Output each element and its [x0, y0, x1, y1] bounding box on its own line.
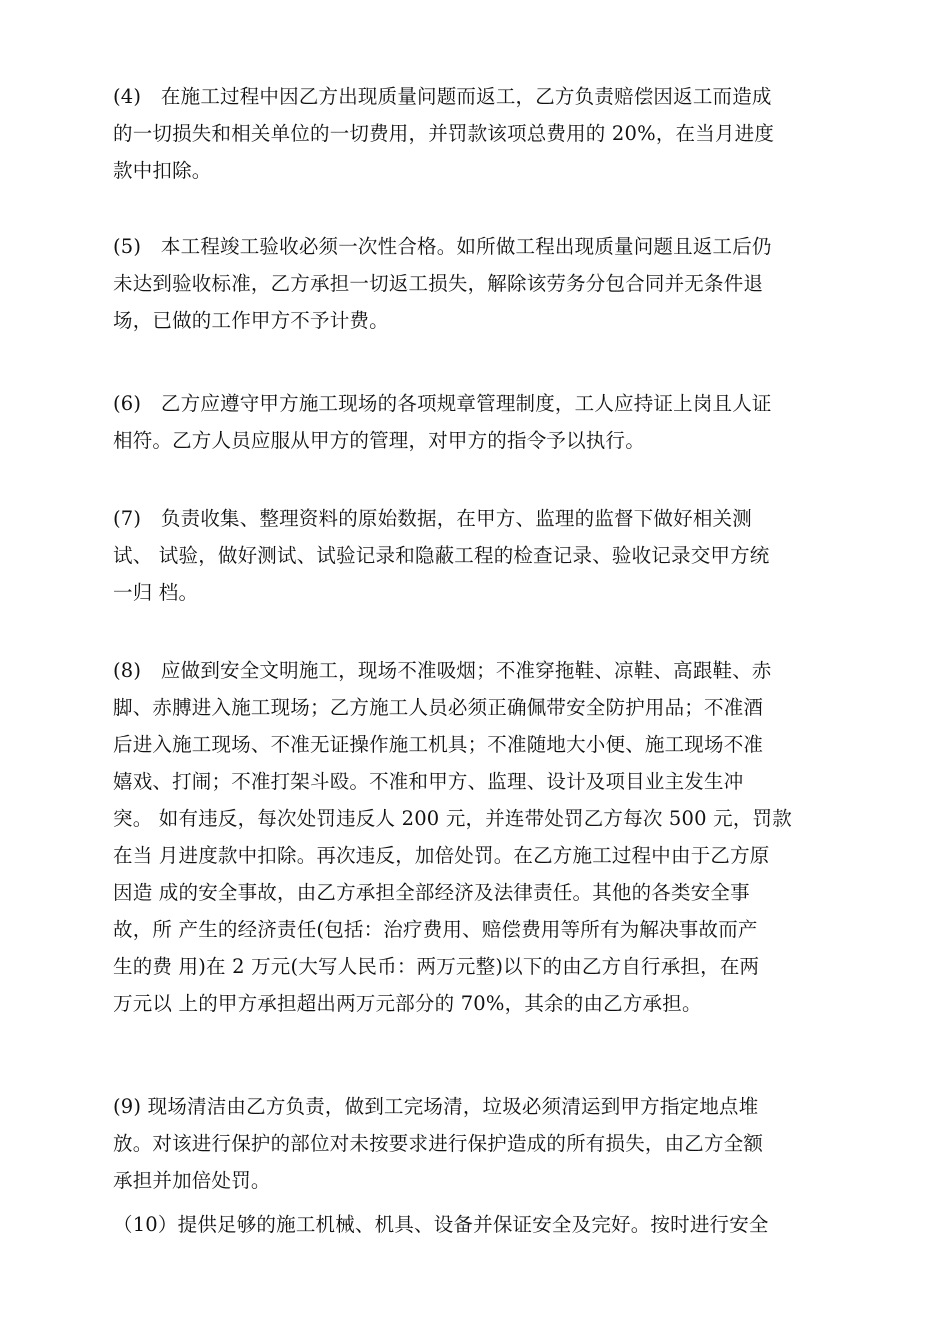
clause-8-line-8: 故，所 产生的经济责任(包括：治疗费用、赔偿费用等所有为解决事故而产	[113, 918, 758, 941]
clause-4-line-2: 的一切损失和相关单位的一切费用，并罚款该项总费用的 20%，在当月进度	[113, 122, 775, 145]
clause-5	[113, 228, 873, 339]
clause-7-line-2: 试、 试验，做好测试、试验记录和隐蔽工程的检查记录、验收记录交甲方统	[113, 544, 770, 567]
clause-8-line-10: 万元以 上的甲方承担超出两万元部分的 70%，其余的由乙方承担。	[113, 992, 702, 1015]
clause-8-line-4: 嬉戏、打闹；不准打架斗殴。不准和甲方、监理、设计及项目业主发生冲	[113, 770, 744, 793]
clause-8-line-6: 在当 月进度款中扣除。再次违反，加倍处罚。在乙方施工过程中由于乙方原	[113, 844, 770, 867]
clause-8	[113, 652, 873, 1022]
clause-4-line-1: (4) 在施工过程中因乙方出现质量问题而返工，乙方负责赔偿因返工而造成	[113, 85, 772, 108]
clause-5-line-2: 未达到验收标准，乙方承担一切返工损失，解除该劳务分包合同并无条件退	[113, 272, 764, 295]
clause-6	[113, 385, 873, 459]
clause-9-line-2: 放。对该进行保护的部位对未按要求进行保护造成的所有损失，由乙方全额	[113, 1132, 764, 1155]
clause-9-line-3: 承担并加倍处罚。	[113, 1169, 271, 1192]
clause-7-line-3: 一归 档。	[113, 581, 199, 604]
clause-6-line-1: (6) 乙方应遵守甲方施工现场的各项规章管理制度，工人应持证上岗且人证	[113, 392, 772, 415]
clause-8-line-9: 生的费 用)在 2 万元(大写人民币：两万元整)以下的由乙方自行承担，在两	[113, 955, 760, 978]
clause-10-line-1: （10）提供足够的施工机械、机具、设备并保证安全及完好。按时进行安全	[113, 1213, 769, 1236]
clause-7	[113, 500, 873, 611]
clause-7-line-1: (7) 负责收集、整理资料的原始数据，在甲方、监理的监督下做好相关测	[113, 507, 752, 530]
clause-8-line-1: (8) 应做到安全文明施工，现场不准吸烟；不准穿拖鞋、凉鞋、高跟鞋、赤	[113, 659, 772, 682]
clause-8-line-3: 后进入施工现场、不准无证操作施工机具；不准随地大小便、施工现场不准	[113, 733, 764, 756]
clause-9	[113, 1088, 873, 1199]
clause-5-line-1: (5) 本工程竣工验收必须一次性合格。如所做工程出现质量问题且返工后仍	[113, 235, 772, 258]
clause-5-line-3: 场，已做的工作甲方不予计费。	[113, 309, 389, 332]
clause-10	[113, 1206, 873, 1243]
clause-8-line-2: 脚、赤膊进入施工现场；乙方施工人员必须正确佩带安全防护用品；不准酒	[113, 696, 764, 719]
clause-6-line-2: 相符。乙方人员应服从甲方的管理，对甲方的指令予以执行。	[113, 429, 645, 452]
clause-4-line-3: 款中扣除。	[113, 159, 212, 182]
clause-9-line-1: (9) 现场清洁由乙方负责，做到工完场清，垃圾必须清运到甲方指定地点堆	[113, 1095, 759, 1118]
clause-8-line-7: 因造 成的安全事故，由乙方承担全部经济及法律责任。其他的各类安全事	[113, 881, 750, 904]
clause-4	[113, 78, 873, 189]
clause-8-line-5: 突。 如有违反，每次处罚违反人 200 元，并连带处罚乙方每次 500 元，罚款	[113, 807, 792, 830]
